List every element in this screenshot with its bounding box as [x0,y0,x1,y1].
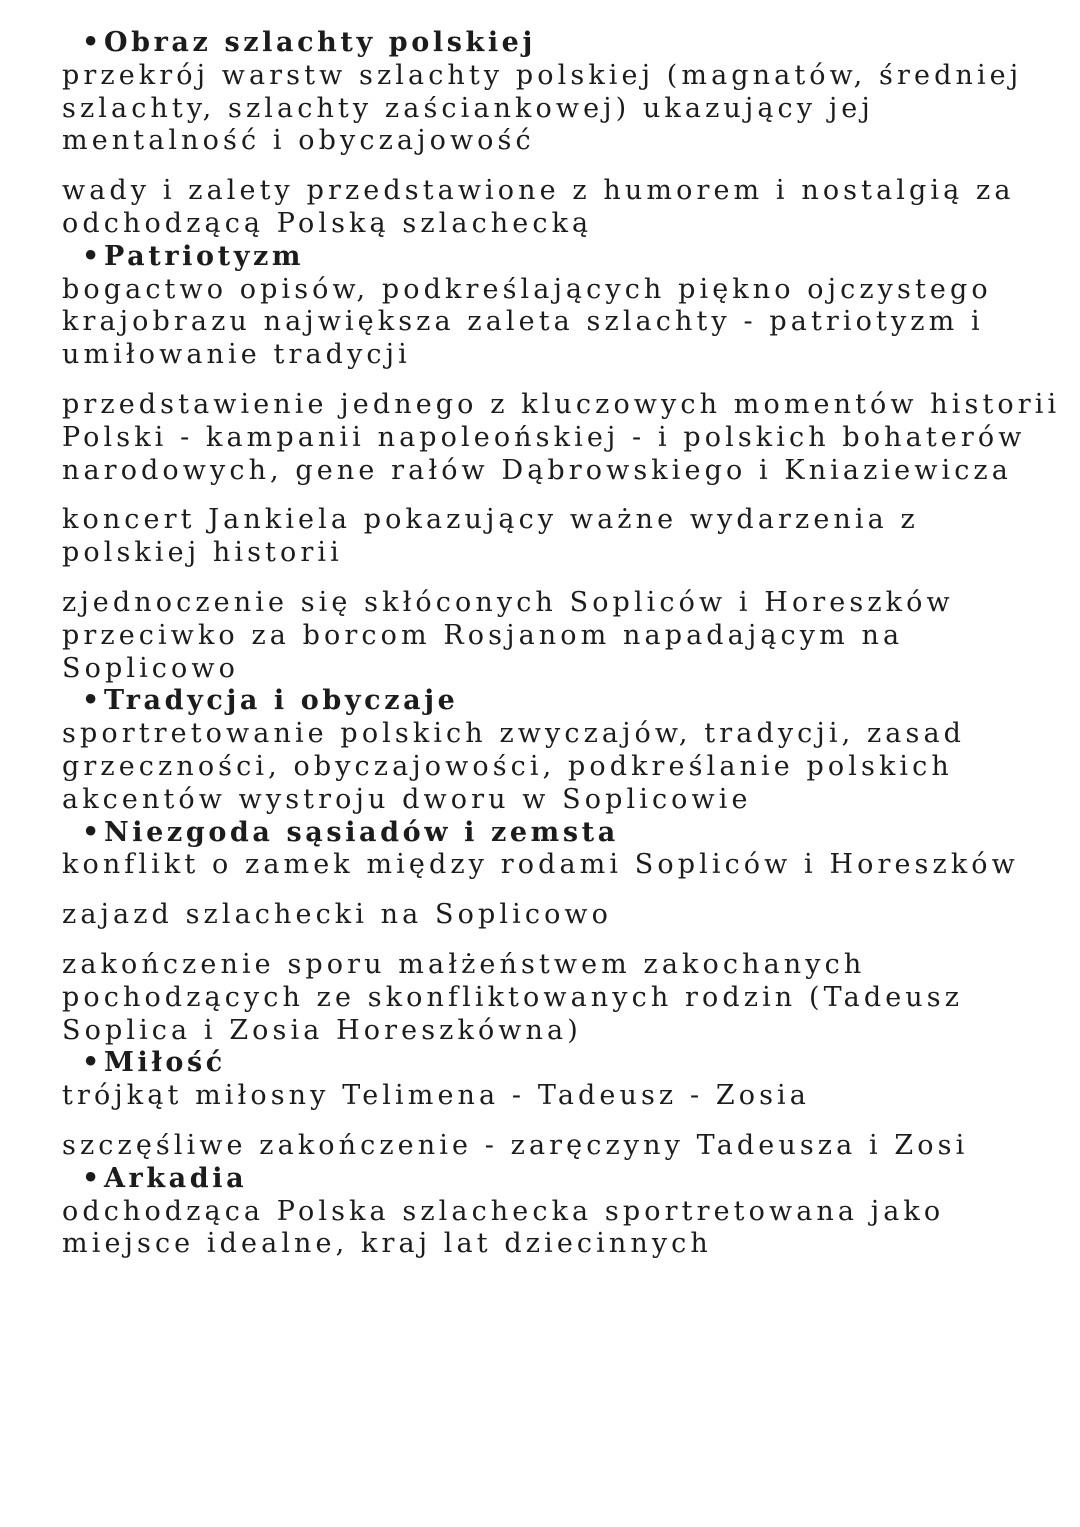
paragraph-line: narodowych, gene rałów Dąbrowskiego i Kniaziewicza [62,454,1012,486]
paragraph-line: koncert Jankiela pokazujący ważne wydarzenia z [62,504,919,536]
bullet-icon: • [82,685,103,717]
paragraph-line: Soplicowo [62,652,239,684]
paragraph-line: zajazd szlachecki na Soplicowo [62,899,613,931]
paragraph-line: grzeczności, obyczajowości, podkreślanie polskich [62,750,953,782]
bullet-icon: • [82,1047,103,1079]
paragraph-line: Soplica i Zosia Horeszkówna) [62,1014,582,1046]
bullet-icon: • [82,27,103,58]
paragraph-line: zakończenie sporu małżeństwem zakochanych [62,948,866,980]
paragraph-line: bogactwo opisów, podkreślających piękno ojczystego [62,273,992,305]
paragraph-line: przeciwko za borcom Rosjanom napadającym na [62,619,904,651]
paragraph-line: polskiej historii [62,537,343,569]
section-heading [62,817,1062,850]
paragraph-gap [62,932,1062,949]
section-heading [62,1163,1062,1196]
paragraph-line: przedstawienie jednego z kluczowych momentów historii [62,388,1061,420]
paragraph-line: odchodząca Polska szlachecka sportretowana jako [62,1195,945,1227]
section-heading-text: Niezgoda sąsiadów i zemsta [104,816,619,848]
section-heading [62,1047,1062,1080]
paragraph-line: szlachty, szlachty zaściankowej) ukazujący jej [62,92,874,124]
paragraph-line: akcentów wystroju dworu w Soplicowie [62,783,752,815]
section-heading-text: Obraz szlachty polskiej [104,27,536,58]
paragraph-line: pochodzących ze skonfliktowanych rodzin (Tadeusz [62,981,964,1013]
bullet-icon: • [82,1162,103,1194]
paragraph-gap [62,1113,1062,1130]
paragraph-line: krajobrazu największa zaleta szlachty - patriotyzm i [62,306,984,338]
section-heading-text: Arkadia [104,1162,248,1194]
section-heading [62,685,1062,718]
paragraph-line: zjednoczenie się skłóconych Sopliców i Horeszków [62,586,954,618]
paragraph-line: miejsce idealne, kraj lat dziecinnych [62,1228,712,1260]
section-heading-text: Patriotyzm [104,240,305,272]
document-page [62,27,1062,1261]
paragraph-gap [62,158,1062,175]
paragraph-line: wady i zalety przedstawione z humorem i nostalgią za [62,175,1015,207]
paragraph-line: odchodzącą Polską szlachecką [62,207,593,239]
paragraph-gap [62,487,1062,504]
paragraph-line: konflikt o zamek między rodami Sopliców i Horeszków [62,849,1019,881]
paragraph-line: umiłowanie tradycji [62,339,411,371]
paragraph-line: szczęśliwe zakończenie - zaręczyny Tadeusza i Zosi [62,1129,969,1161]
section-heading-text: Tradycja i obyczaje [104,685,459,717]
section-heading [62,27,1062,60]
paragraph-line: sportretowanie polskich zwyczajów, tradycji, zasad [62,718,966,750]
section-heading-text: Miłość [104,1047,226,1079]
paragraph-line: mentalność i obyczajowość [62,125,535,157]
paragraph-gap [62,372,1062,389]
paragraph-gap [62,882,1062,899]
paragraph-gap [62,570,1062,587]
paragraph-line: przekrój warstw szlachty polskiej (magnatów, średniej [62,59,1023,91]
paragraph-line: Polski - kampanii napoleońskiej - i polskich bohaterów [62,421,1026,453]
paragraph-line: trójkąt miłosny Telimena - Tadeusz - Zosia [62,1080,810,1112]
bullet-icon: • [82,816,103,848]
bullet-icon: • [82,240,103,272]
section-heading [62,241,1062,274]
